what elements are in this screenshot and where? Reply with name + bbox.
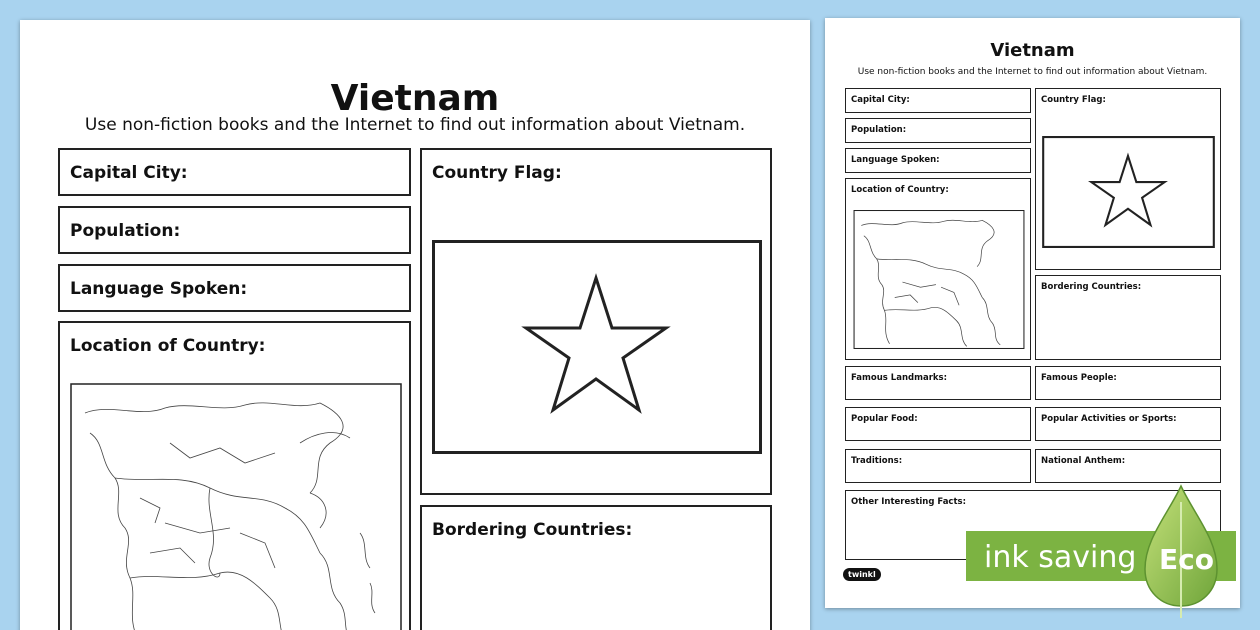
language-label: Language Spoken: (851, 155, 940, 165)
flag-outline-icon (1042, 136, 1215, 248)
population-box[interactable] (845, 118, 1031, 143)
location-box[interactable] (845, 178, 1031, 360)
interesting-facts-label: Other Interesting Facts: (851, 497, 966, 507)
popular-activities-label: Popular Activities or Sports: (1041, 414, 1177, 424)
language-label: Language Spoken: (70, 279, 248, 299)
asia-map-icon (851, 210, 1027, 349)
eco-label: Eco (1159, 543, 1214, 576)
bordering-countries-box[interactable] (1035, 275, 1221, 360)
famous-landmarks-box[interactable] (845, 366, 1031, 400)
flag-outline-icon (432, 240, 762, 454)
traditions-box[interactable] (845, 449, 1031, 483)
bordering-countries-label: Bordering Countries: (432, 520, 633, 540)
asia-map-icon (70, 383, 402, 630)
popular-activities-box[interactable] (1035, 407, 1221, 441)
national-anthem-label: National Anthem: (1041, 456, 1126, 466)
population-box[interactable] (58, 206, 411, 254)
page-title: Vietnam (330, 78, 500, 119)
bordering-countries-label: Bordering Countries: (1041, 282, 1142, 292)
page-title-small: Vietnam (990, 40, 1075, 61)
popular-food-box[interactable] (845, 407, 1031, 441)
famous-people-box[interactable] (1035, 366, 1221, 400)
population-label: Population: (851, 125, 907, 135)
country-flag-label: Country Flag: (432, 163, 562, 183)
bordering-countries-box[interactable] (420, 505, 772, 630)
capital-city-box[interactable] (845, 88, 1031, 113)
capital-city-box[interactable] (58, 148, 411, 196)
page-subtitle-small: Use non-fiction books and the Internet to find out information about Vietnam. (857, 67, 1208, 77)
national-anthem-box[interactable] (1035, 449, 1221, 483)
famous-people-label: Famous People: (1041, 373, 1117, 383)
worksheet-large (20, 20, 810, 630)
language-box[interactable] (845, 148, 1031, 173)
language-box[interactable] (58, 264, 411, 312)
population-label: Population: (70, 221, 181, 241)
country-flag-box[interactable] (420, 148, 772, 495)
page-subtitle: Use non-fiction books and the Internet to find out information about Vietnam. (84, 115, 746, 135)
location-label: Location of Country: (851, 185, 949, 195)
famous-landmarks-label: Famous Landmarks: (851, 373, 947, 383)
location-box[interactable] (58, 321, 411, 630)
capital-city-label: Capital City: (70, 163, 188, 183)
traditions-label: Traditions: (851, 456, 903, 466)
ink-saving-badge (966, 484, 1240, 620)
ink-saving-label: ink saving (984, 540, 1137, 575)
country-flag-label: Country Flag: (1041, 95, 1106, 105)
twinkl-logo: twinkl (843, 568, 881, 581)
country-flag-box[interactable] (1035, 88, 1221, 270)
popular-food-label: Popular Food: (851, 414, 918, 424)
location-label: Location of Country: (70, 336, 266, 356)
capital-city-label: Capital City: (851, 95, 910, 105)
